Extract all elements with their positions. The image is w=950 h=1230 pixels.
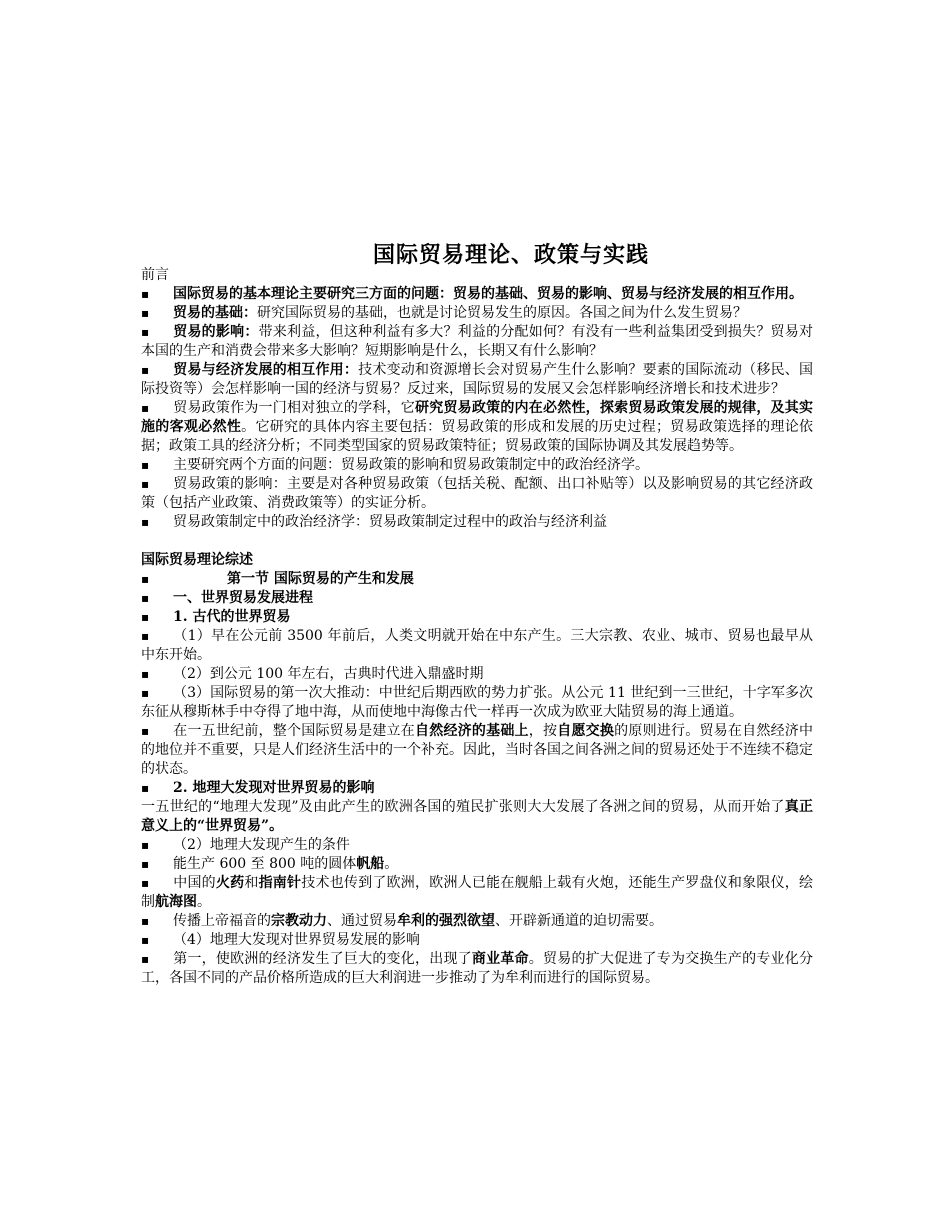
bullet-icon: [141, 722, 173, 741]
list-item: [141, 779, 813, 798]
list-item: [141, 323, 813, 361]
list-item: [141, 836, 813, 855]
body-text: 。: [197, 894, 211, 910]
list-item: [141, 722, 813, 779]
list-item: [141, 475, 813, 513]
body-text: 研究国际贸易的基础，也就是讨论贸易发生的原因。各国之间为什么发生贸易？: [257, 305, 747, 321]
body-text: 技术也传到了欧洲，欧洲人已能在舰船上载有火炮，还能生产罗盘仪和象限仪，绘制: [141, 875, 814, 910]
body-text: （3）国际贸易的第一次大推动：中世纪后期西欧的势力扩张。从公元 11 世纪到一三世纪，十字军多次东征从穆斯林手中夺得了地中海，从而使地中海像古代一样再一次成为欧亚大陆贸易的海上通道。: [141, 685, 813, 720]
list-item: [141, 513, 813, 532]
bold-text: 自愿交换: [557, 723, 615, 739]
bold-text: 贸易的影响：: [173, 324, 259, 340]
bold-text: 贸易与经济发展的相互作用：: [173, 362, 359, 378]
list-item: [141, 456, 813, 475]
body-text: 。贸易的扩大促进了专为交换生产的专业化分工，各国不同的产品价格所造成的巨大利润进一步推动了为牟利而进行的国际贸易。: [141, 951, 814, 986]
body-text: 、通过贸易: [327, 913, 397, 929]
body-text: 第一，使欧洲的经济发生了巨大的变化，出现了: [173, 951, 472, 967]
bold-text: 宗教动力: [271, 913, 327, 929]
preface-heading: 前言: [141, 267, 169, 283]
list-item: [141, 665, 813, 684]
list-item: [141, 931, 813, 950]
bullet-icon: [141, 931, 173, 950]
bullet-icon: [141, 589, 173, 608]
body-text: 传播上帝福音的: [173, 913, 271, 929]
list-item: [141, 798, 813, 836]
bold-text: 指南针: [258, 875, 302, 891]
body-text: ，按: [528, 723, 558, 739]
bold-text: 航海图: [155, 894, 197, 910]
bullet-icon: [141, 513, 173, 532]
body-text: 贸易政策制定中的政治经济学：贸易政策制定过程中的政治与经济利益: [173, 514, 607, 530]
bold-text: 1. 古代的世界贸易: [173, 609, 291, 625]
list-item: [141, 912, 813, 931]
bullet-icon: [141, 950, 173, 969]
body-text: 。它研究的具体内容主要包括：贸易政策的形成和发展的历史过程；贸易政策选择的理论依据；政策工具的经济分析；不同类型国家的贸易政策特征；贸易政策的国际协调及其发展趋势等。: [141, 419, 814, 454]
bold-text: 2. 地理大发现对世界贸易的影响: [173, 780, 375, 796]
bold-text: 第一节 国际贸易的产生和发展: [227, 571, 414, 587]
bullet-icon: [141, 456, 173, 475]
list-item: [141, 855, 813, 874]
bullet-icon: [141, 855, 173, 874]
bold-text: 研究贸易政策的内在必然性，探索贸易政策发展的规律，及其实施的客观必然性: [141, 400, 813, 435]
bullet-icon: [141, 399, 173, 418]
body-text: 带来利益，但这种利益有多大？利益的分配如何？有没有一些利益集团受到损失？贸易对本国的生产和消费会带来多大影响？短期影响是什么，长期又有什么影响？: [141, 324, 814, 359]
bullet-icon: [141, 304, 173, 323]
bullet-icon: [141, 836, 173, 855]
bullet-icon: [141, 285, 173, 304]
bullet-icon: [141, 665, 173, 684]
body-text: 在一五世纪前，整个国际贸易是建立在: [173, 723, 415, 739]
body-text: 能生产 600 至 800 吨的圆体: [173, 856, 357, 872]
bullet-icon: [141, 912, 173, 931]
spacer: [141, 532, 813, 551]
body-text: 贸易政策作为一门相对独立的学科，它: [173, 400, 415, 416]
bullet-icon: [141, 684, 173, 703]
list-item: [141, 589, 813, 608]
body-text: （2）地理大发现产生的条件: [173, 837, 350, 853]
bold-text: 国际贸易的基本理论主要研究三方面的问题：贸易的基础、贸易的影响、贸易与经济发展的相互作用。: [173, 286, 803, 302]
bold-text: 自然经济的基础上: [415, 723, 529, 739]
bold-text: 帆船: [356, 856, 385, 872]
body-text: （1）早在公元前 3500 年前后，人类文明就开始在中东产生。三大宗教、农业、城市、贸易也最早从中东开始。: [141, 628, 813, 663]
bold-text: 火药: [215, 875, 245, 891]
list-item: [141, 570, 813, 589]
bold-text: 牟利的强烈欲望: [397, 913, 495, 929]
body-text: 技术变动和资源增长会对贸易产生什么影响？要素的国际流动（移民、国际投资等）会怎样影响一国的经济与贸易？反过来，国际贸易的发展又会怎样影响经济增长和技术进步？: [141, 362, 814, 397]
list-item: [141, 684, 813, 722]
bullet-icon: [141, 570, 173, 589]
list-item: [141, 608, 813, 627]
section-heading: [141, 551, 813, 570]
bullet-icon: [141, 608, 173, 627]
list-item: [141, 285, 813, 304]
body-text: （4）地理大发现对世界贸易发展的影响: [173, 932, 420, 948]
body-text: 和: [244, 875, 259, 891]
list-item: [141, 399, 813, 456]
list-item: [141, 627, 813, 665]
body-text: 一五世纪的“地理大发现”及由此产生的欧洲各国的殖民扩张则大大发展了各洲之间的贸易，从而开始了: [141, 799, 785, 815]
bold-text: 真正意义上的“世界贸易”。: [141, 799, 814, 834]
body-text: 、开辟新通道的迫切需要。: [495, 913, 663, 929]
bold-text: 贸易的基础：: [173, 305, 257, 321]
body-text: 主要研究两个方面的问题：贸易政策的影响和贸易政策制定中的政治经济学。: [173, 457, 649, 473]
bullet-icon: [141, 874, 173, 893]
bullet-icon: [141, 627, 173, 646]
body-text: 。: [384, 856, 399, 872]
bullet-icon: [141, 779, 173, 798]
list-item: [141, 361, 813, 399]
body-text: （2）到公元 100 年左右，古典时代进入鼎盛时期: [173, 666, 484, 682]
preface-list: [141, 285, 813, 532]
body-text: 的原则进行。贸易在自然经济中的地位并不重要，只是人们经济生活中的一个补充。因此，当时各国之间各洲之间的贸易还处于不连续不稳定的状态。: [141, 723, 814, 777]
section-heading-text: 国际贸易理论综述: [141, 552, 253, 568]
list-item: [141, 874, 813, 912]
bold-text: 一、世界贸易发展进程: [173, 590, 313, 606]
body-text: 贸易政策的影响：主要是对各种贸易政策（包括关税、配额、出口补贴等）以及影响贸易的其它经济政策（包括产业政策、消费政策等）的实证分析。: [141, 476, 813, 511]
list-item: [141, 304, 813, 323]
document-body: [141, 266, 813, 988]
bold-text: 商业革命: [471, 951, 529, 967]
body-text: 中国的: [173, 875, 216, 891]
document-title: 国际贸易理论、政策与实践: [372, 242, 649, 268]
bullet-icon: [141, 475, 173, 494]
bullet-icon: [141, 323, 173, 342]
section-list: [141, 570, 813, 988]
list-item: [141, 950, 813, 988]
bullet-icon: [141, 361, 173, 380]
